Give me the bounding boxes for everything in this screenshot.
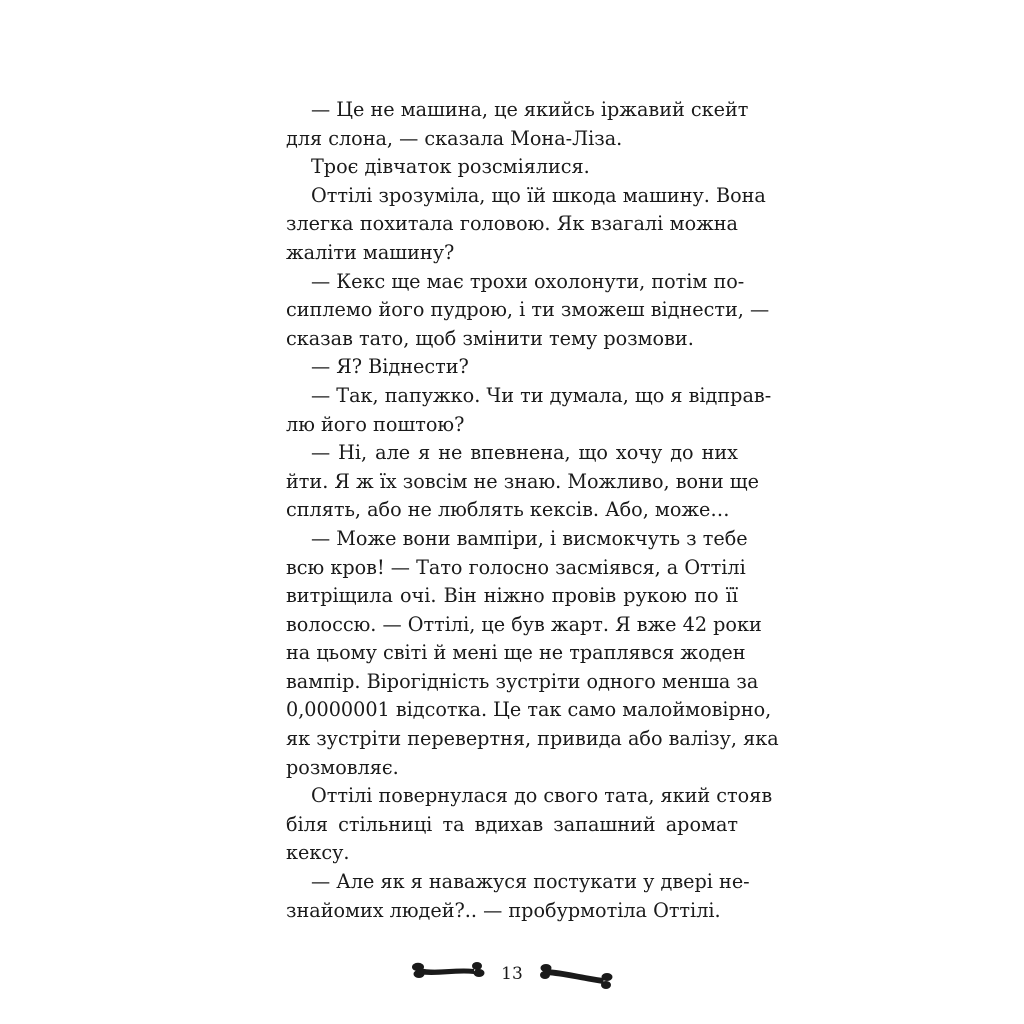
text-line: сказав тато, щоб змінити тему розмови. (286, 326, 694, 350)
text-line: волоссю. — Оттілі, це був жарт. Я вже 42 роки (286, 612, 762, 636)
text-line: — Може вони вампіри, і висмокчуть з тебе (311, 526, 748, 550)
text-line: сиплемо його пудрою, і ти зможеш віднести, — (286, 298, 770, 322)
text-line: — Я? Віднести? (311, 355, 469, 379)
bone-icon (538, 958, 616, 992)
text-line: для слона, — сказала Мона-Ліза. (286, 126, 623, 150)
text-line: — Але як я наважуся постукати у двері не- (311, 870, 750, 894)
text-line: знайомих людей?.. — пробурмотіла Оттілі. (286, 898, 721, 922)
text-line: сплять, або не люблять кексів. Або, може… (286, 498, 730, 522)
text-line: розмовляє. (286, 755, 399, 779)
text-line: на цьому світі й мені ще не траплявся жоден (286, 641, 746, 665)
text-line: 0,0000001 відсотка. Це так само малоймовірно, (286, 698, 772, 722)
text-line: жаліти машину? (286, 240, 455, 264)
text-line: Оттілі зрозуміла, що їй шкода машину. Вона (311, 183, 766, 207)
text-line: всю кров! — Тато голосно засміявся, а Оттілі (286, 555, 746, 579)
text-line: Троє дівчаток розсміялися. (311, 155, 590, 179)
text-line: витріщила очі. Він ніжно провів рукою по її (286, 584, 738, 608)
text-line: — Так, папужко. Чи ти думала, що я відправ- (311, 383, 772, 407)
text-line: як зустріти перевертня, привида або валізу, яка (286, 727, 779, 751)
text-line: лю його поштою? (286, 412, 465, 436)
text-line: вампір. Вірогідність зустріти одного менша за (286, 669, 759, 693)
text-line: біля стільниці та вдихав запашний аромат (286, 812, 738, 836)
text-line: кексу. (286, 841, 350, 865)
bone-icon (410, 958, 486, 988)
text-line: — Ні, але я не впевнена, що хочу до них (311, 441, 738, 465)
text-line: злегка похитала головою. Як взагалі можна (286, 212, 738, 236)
page-footer (0, 958, 1024, 994)
page-number: 13 (501, 964, 523, 984)
text-line: Оттілі повернулася до свого тата, який стояв (311, 784, 773, 808)
text-line: йти. Я ж їх зовсім не знаю. Можливо, вони ще (286, 469, 759, 493)
text-line: — Це не машина, це якийсь іржавий скейт (311, 98, 749, 121)
body-text (286, 96, 779, 925)
text-line: — Кекс ще має трохи охолонути, потім по- (311, 269, 745, 293)
